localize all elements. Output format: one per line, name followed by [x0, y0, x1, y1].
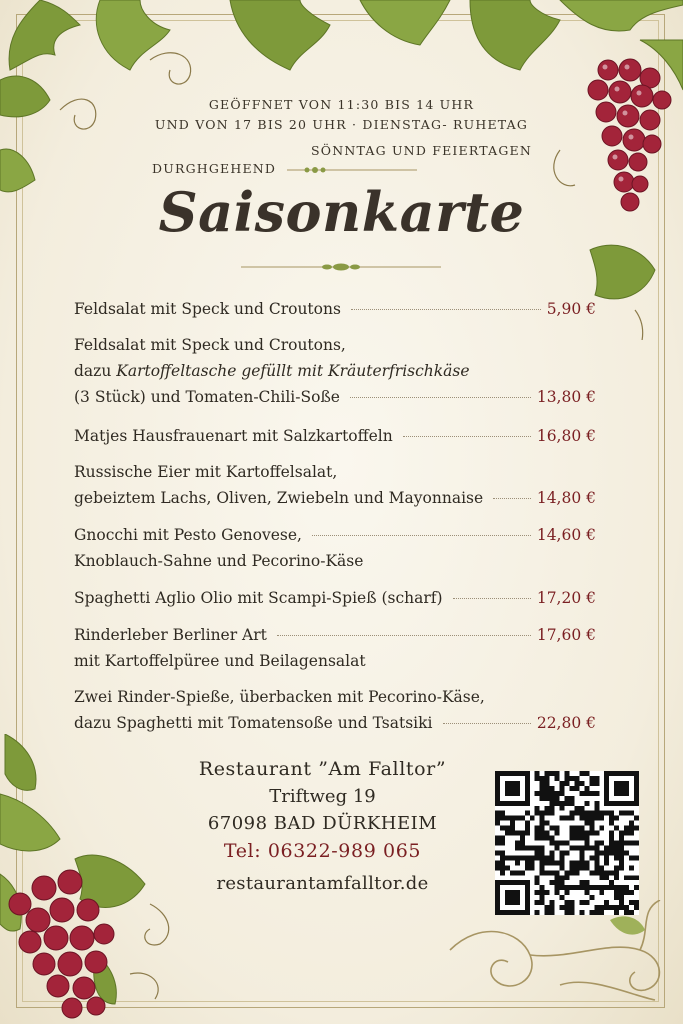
restaurant-phone: Tel: 06322-989 065	[223, 840, 422, 862]
opening-hours-line-3: SÖNNTAG UND FEIERTAGEN	[311, 143, 532, 158]
menu-item	[74, 684, 596, 736]
menu-item-price: 13,80 €	[536, 388, 596, 406]
menu-item	[74, 585, 596, 611]
menu-item-text: (3 Stück) und Tomaten-Chili-Soße	[74, 388, 340, 406]
menu-item-price: 22,80 €	[536, 714, 596, 732]
qr-code-icon[interactable]	[495, 771, 639, 915]
menu-item-price: 14,80 €	[536, 489, 596, 507]
menu-item	[74, 622, 596, 674]
menu-item-text: gebeiztem Lachs, Oliven, Zwiebeln und Mayonnaise	[74, 489, 484, 507]
ornament-divider-icon	[287, 165, 417, 175]
menu-item-price: 16,80 €	[536, 427, 596, 445]
menu-item	[74, 332, 596, 410]
menu-item	[74, 423, 596, 449]
ornament-icon	[440, 900, 680, 1010]
menu-item-text: Feldsalat mit Speck und Croutons,	[74, 336, 346, 354]
opening-hours-line-4-text: DURGHGEHEND	[152, 161, 277, 176]
menu-item-price: 14,60 €	[536, 526, 596, 544]
menu-item-price: 5,90 €	[546, 300, 596, 318]
menu-item-text: Matjes Hausfrauenart mit Salzkartoffeln	[74, 427, 393, 445]
opening-hours-line-2: UND VON 17 BIS 20 UHR · DIENSTAG- RUHETAG	[154, 117, 529, 132]
menu-item-text: Rinderleber Berliner Art	[74, 626, 267, 644]
menu-item-text: Gnocchi mit Pesto Genovese,	[74, 526, 302, 544]
menu-item-text: mit Kartoffelpüree und Beilagensalat	[74, 652, 366, 670]
restaurant-website[interactable]: restaurantamfalltor.de	[216, 873, 429, 894]
restaurant-street: Triftweg 19	[269, 786, 376, 807]
menu-item-text: Feldsalat mit Speck und Croutons	[74, 300, 341, 318]
restaurant-name: Restaurant ”Am Falltor”	[198, 758, 447, 780]
restaurant-city: 67098 BAD DÜRKHEIM	[207, 813, 438, 834]
menu-item-price: 17,60 €	[536, 626, 596, 644]
page-title: Saisonkarte	[158, 180, 525, 244]
ornament-divider-icon	[241, 261, 441, 273]
menu-item-price: 17,20 €	[536, 589, 596, 607]
menu-item-text: Knoblauch-Sahne und Pecorino-Käse	[74, 552, 364, 570]
opening-hours-line-1: GEÖFFNET VON 11:30 BIS 14 UHR	[208, 97, 475, 112]
menu-item-text: dazu Spaghetti mit Tomatensoße und Tsatsiki	[74, 714, 433, 732]
menu-item-text: dazu	[74, 362, 117, 380]
menu-item-text: Spaghetti Aglio Olio mit Scampi-Spieß (scharf)	[74, 589, 443, 607]
opening-hours-line-4	[152, 161, 417, 176]
menu-item	[74, 522, 596, 574]
menu-item-text: Russische Eier mit Kartoffelsalat,	[74, 463, 338, 481]
menu-item	[74, 459, 596, 511]
menu-item	[74, 296, 596, 322]
menu-item-text-italic: Kartoffeltasche gefüllt mit Kräuterfrischkäse	[116, 362, 470, 380]
menu-item-text: Zwei Rinder-Spieße, überbacken mit Pecorino-Käse,	[74, 688, 485, 706]
